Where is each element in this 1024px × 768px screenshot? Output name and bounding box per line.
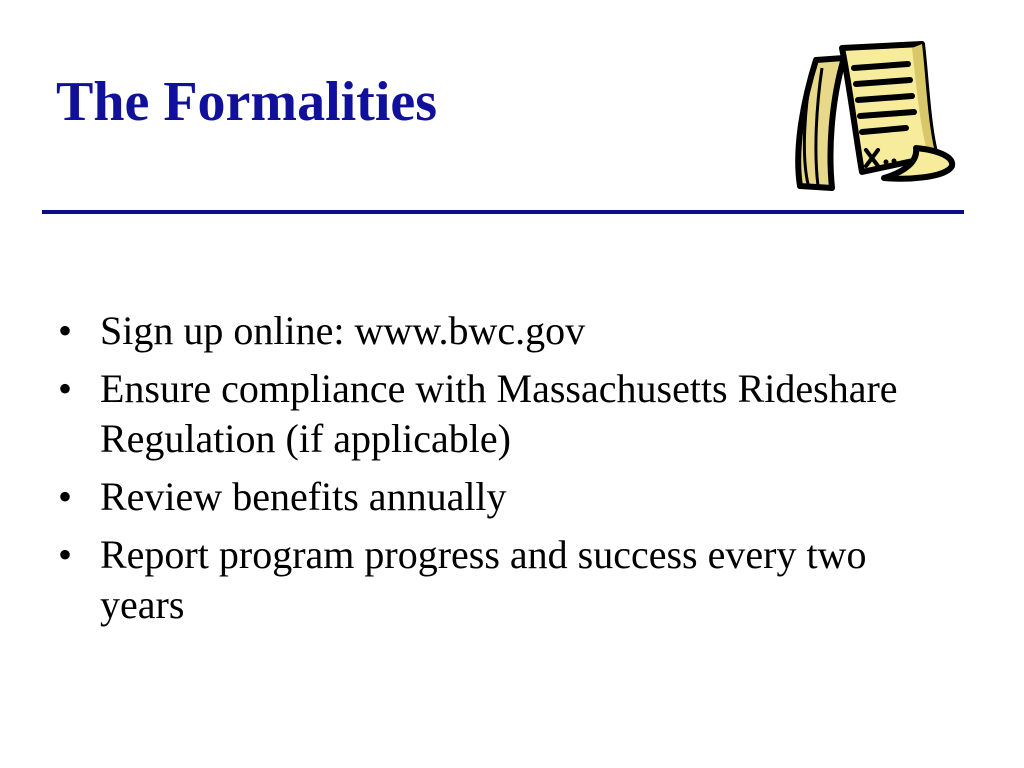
bullet-dot: • — [58, 474, 73, 519]
bullet-dot: • — [58, 366, 73, 411]
bullet-item — [58, 472, 938, 522]
bullet-text: Sign up online: www.bwc.gov — [100, 308, 586, 353]
title-divider — [42, 210, 964, 214]
bullet-item — [58, 306, 938, 356]
bullet-dot: • — [58, 532, 73, 577]
bullet-item — [58, 364, 938, 464]
slide-title: The Formalities — [56, 71, 438, 133]
document-scroll-icon — [786, 38, 958, 194]
bullet-list — [58, 306, 938, 638]
bullet-text: Ensure compliance with Massachusetts Rideshare Regulation (if applicable) — [100, 366, 898, 461]
bullet-text: Report program progress and success every two years — [100, 532, 867, 627]
bullet-dot: • — [58, 308, 73, 353]
bullet-text: Review benefits annually — [100, 474, 507, 519]
bullet-item — [58, 530, 938, 630]
